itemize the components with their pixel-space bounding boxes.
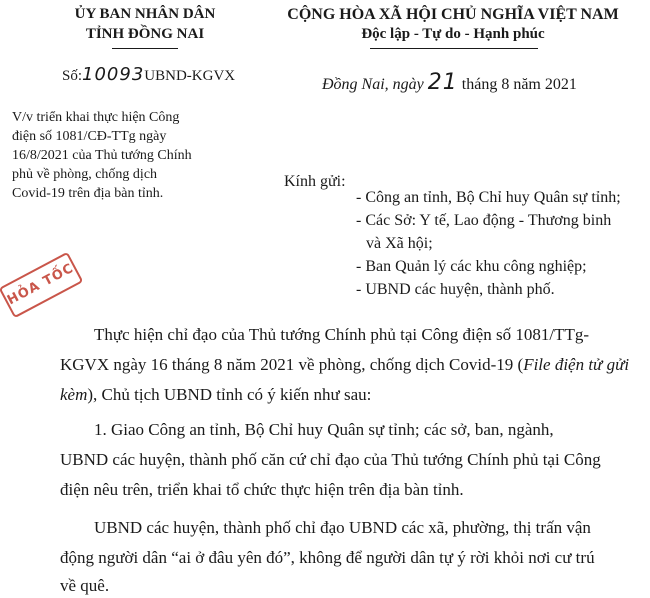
org-name-line1: ỦY BAN NHÂN DÂN (74, 6, 216, 22)
body-p3-line2: động người dân “ai ở đâu yên đó”, không để người dân tự ý rời khỏi nơi cư trú (60, 548, 595, 567)
handwritten-number: 10093 (82, 64, 145, 85)
org-name-line2: TỈNH ĐỒNG NAI (85, 26, 205, 42)
document-number (62, 64, 235, 85)
subject-line: điện số 1081/CĐ-TTg ngày (12, 129, 167, 144)
subject-block (12, 108, 192, 203)
body-p2-line3: điện nêu trên, triển khai tổ chức thực hiện trên địa bàn tỉnh. (60, 480, 464, 499)
motto: Độc lập - Tự do - Hạnh phúc (361, 26, 545, 42)
body-p1-line3-text: ), Chủ tịch UBND tỉnh có ý kiến như sau: (87, 385, 372, 404)
body-p1-line2 (60, 355, 629, 375)
subject-line: Covid-19 trên địa bàn tỉnh. (12, 186, 164, 201)
body-p1-line3-italic: kèm (60, 385, 88, 404)
recipient-line: - Các Sở: Y tế, Lao động - Thương binh (356, 212, 612, 229)
body-p2-line2: UBND các huyện, thành phố căn cứ chỉ đạo của Thủ tướng Chính phủ tại Công (60, 450, 601, 469)
urgent-stamp: HỎA TỐC (0, 252, 83, 319)
recipient-line: - Công an tỉnh, Bộ Chỉ huy Quân sự tỉnh; (356, 189, 621, 206)
body-p1-line2-italic: File điện tử gửi (523, 355, 630, 374)
body-p1-line1: Thực hiện chỉ đạo của Thủ tướng Chính phủ tại Công điện số 1081/TTg- (94, 325, 590, 344)
date-prefix: Đồng Nai, ngày (322, 76, 424, 93)
recipient-line: - UBND các huyện, thành phố. (356, 281, 555, 298)
date-line (322, 70, 577, 95)
body-p3-line3: về quê. (60, 576, 110, 595)
handwritten-day: 21 (427, 70, 458, 95)
subject-line: 16/8/2021 của Thủ tướng Chính (12, 148, 192, 163)
date-suffix: tháng 8 năm 2021 (461, 76, 577, 93)
recipients-label: Kính gửi: (284, 173, 346, 190)
number-suffix: UBND-KGVX (144, 68, 236, 84)
recipients-list (356, 186, 621, 301)
subject-line: V/v triển khai thực hiện Công (12, 110, 180, 125)
subject-line: phủ về phòng, chống dịch (12, 167, 158, 182)
body-p1-line2-text: KGVX ngày 16 tháng 8 năm 2021 về phòng, chống dịch Covid-19 ( (60, 355, 524, 374)
body-p3-line1: UBND các huyện, thành phố chỉ đạo UBND các xã, phường, thị trấn vận (94, 518, 591, 537)
body-p1-line3 (60, 385, 371, 405)
org-underline (112, 48, 178, 49)
country-name: CỘNG HÒA XÃ HỘI CHỦ NGHĨA VIỆT NAM (287, 6, 619, 23)
motto-underline (370, 48, 538, 49)
number-prefix: Số: (62, 68, 83, 84)
body-p2-line1: 1. Giao Công an tỉnh, Bộ Chỉ huy Quân sự tỉnh; các sở, ban, ngành, (94, 420, 554, 439)
recipient-line: và Xã hội; (366, 235, 433, 252)
recipient-line: - Ban Quản lý các khu công nghiệp; (356, 258, 587, 275)
